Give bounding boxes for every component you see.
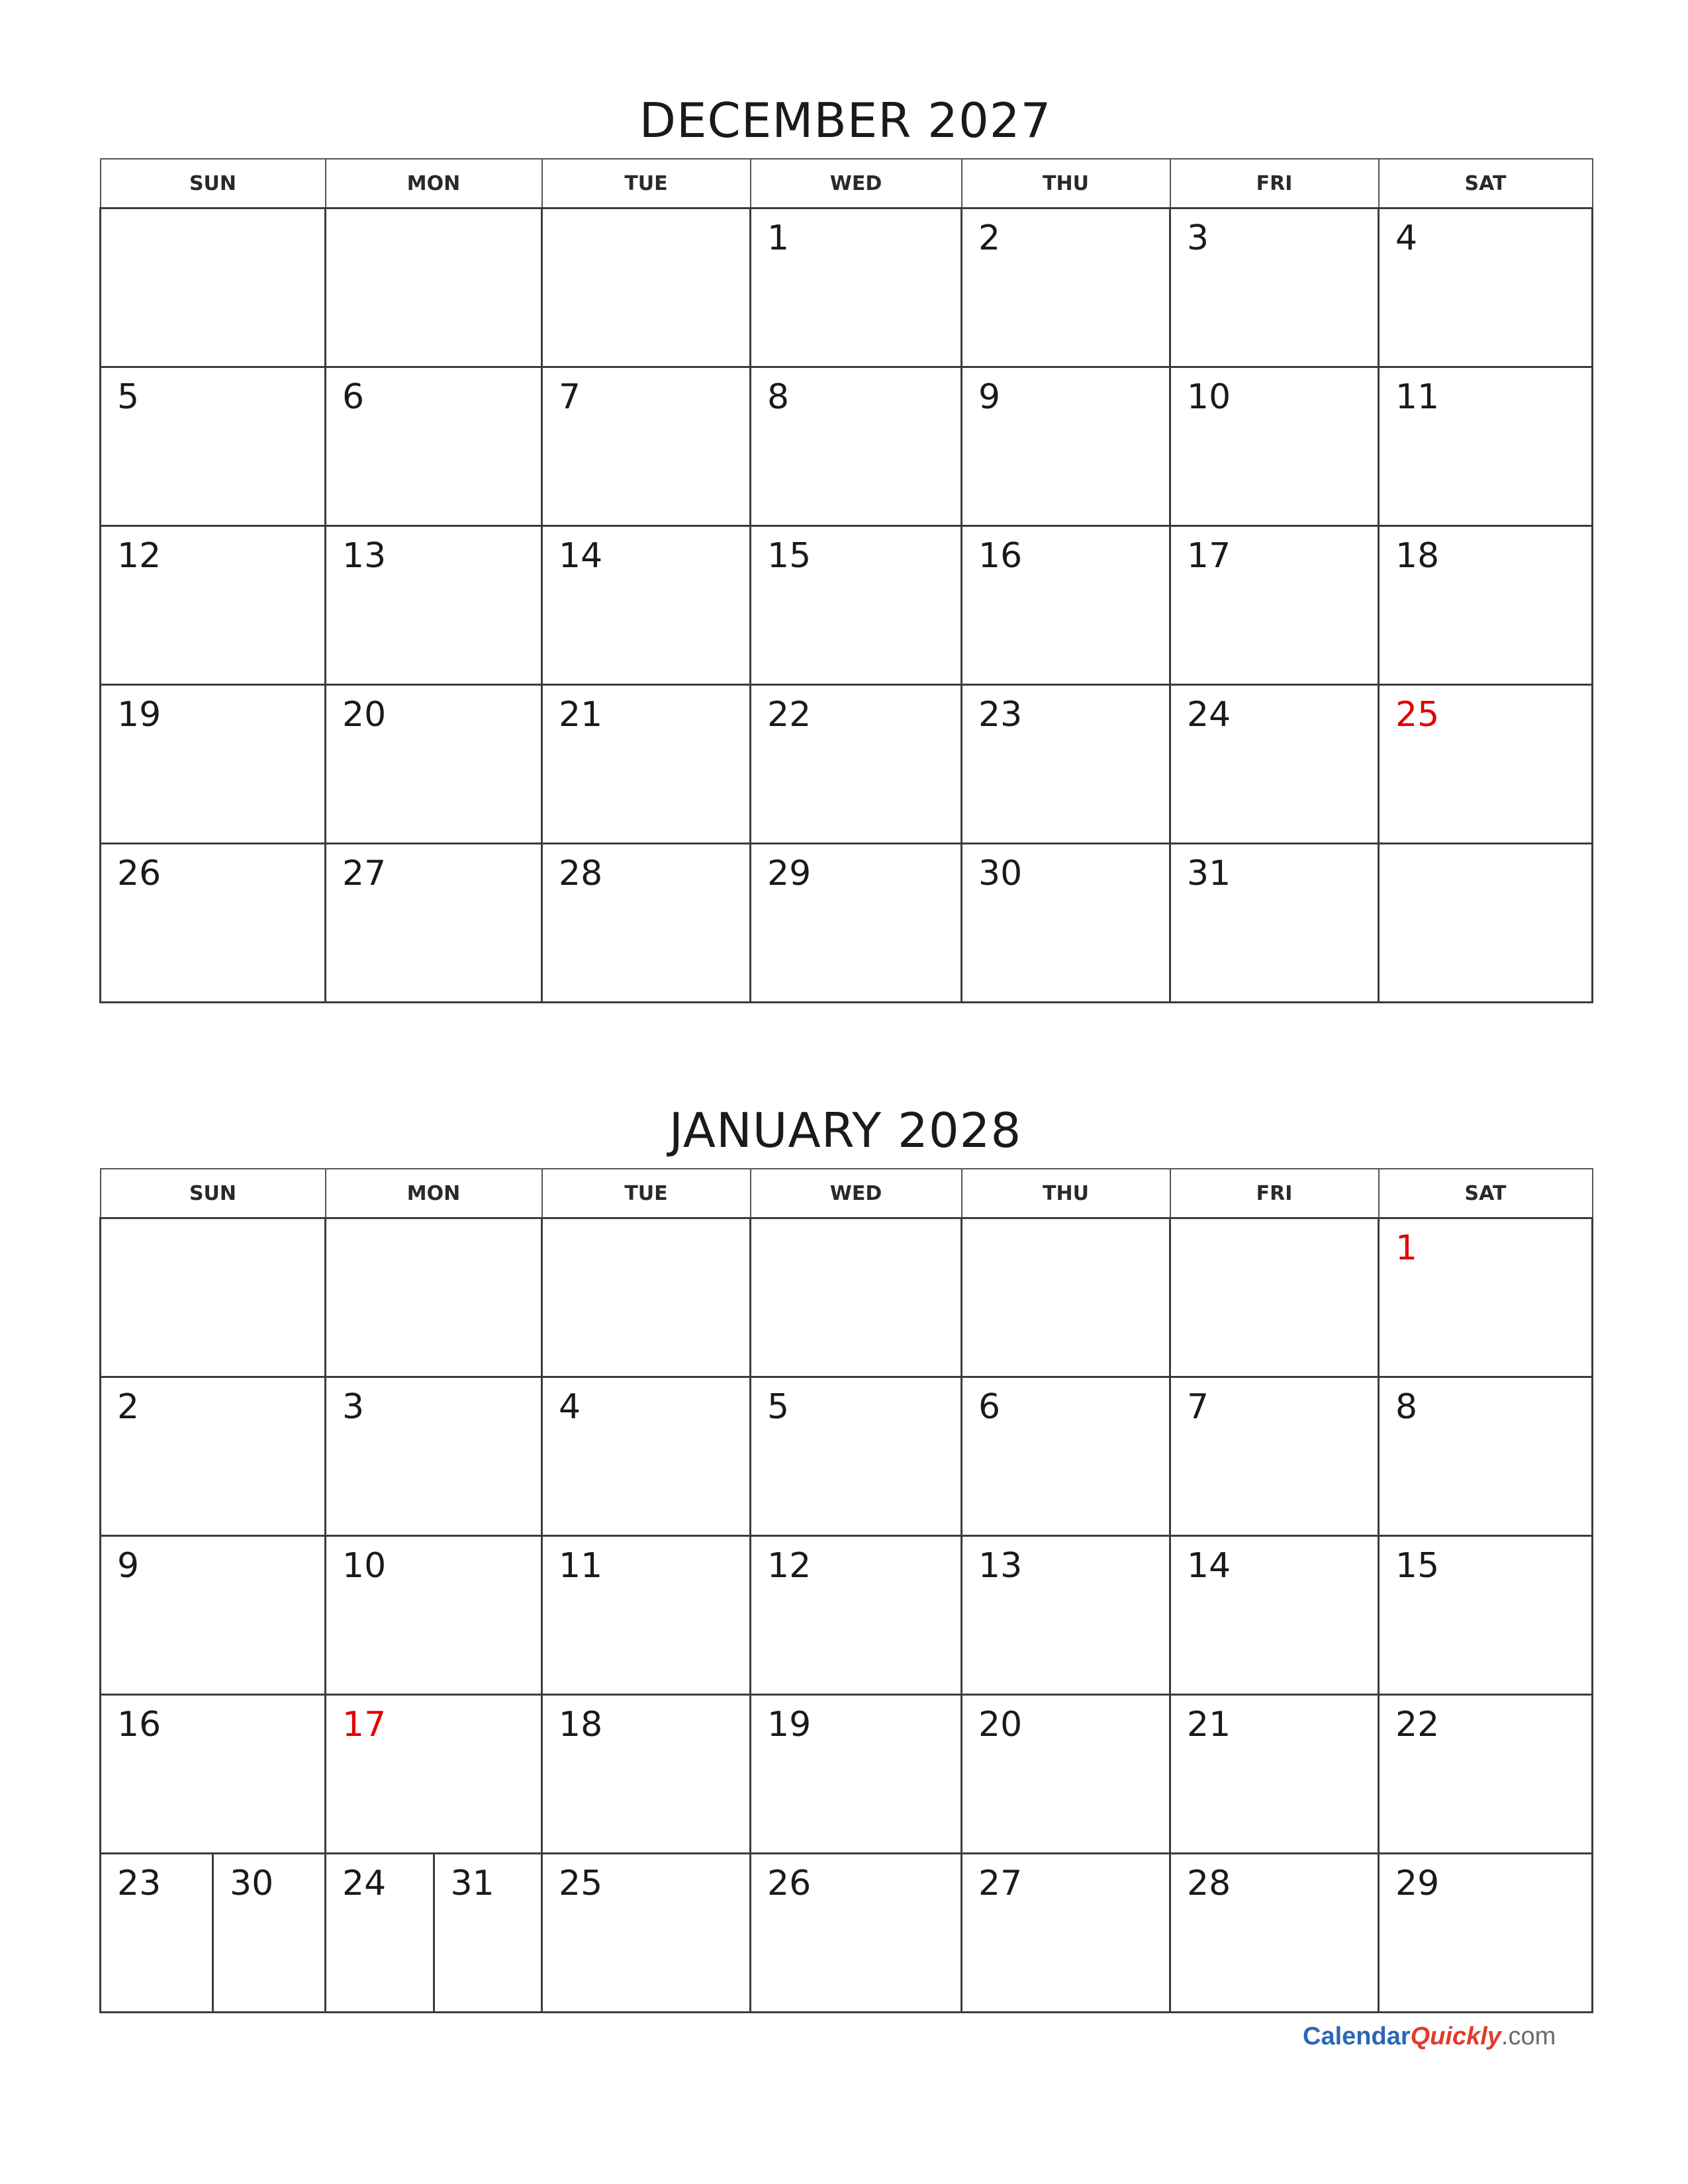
- date-number: 4: [559, 1387, 581, 1427]
- date-number: 23: [117, 1864, 162, 1903]
- date-number: 2: [978, 218, 1001, 258]
- day-cell: [101, 1854, 326, 2013]
- holiday-date-number: 1: [1395, 1228, 1418, 1268]
- day-cell: [751, 844, 962, 1003]
- day-cell: [542, 1536, 751, 1695]
- day-cell: [751, 1854, 962, 2013]
- day-cell: [1379, 367, 1593, 526]
- day-cell: [542, 526, 751, 685]
- day-cell: [1379, 844, 1593, 1003]
- day-cell: [751, 367, 962, 526]
- day-cell: [101, 367, 326, 526]
- calendar-grid-january: [99, 1168, 1593, 2013]
- date-number: 29: [767, 854, 812, 893]
- day-cell: [326, 1377, 542, 1536]
- day-cell: [326, 367, 542, 526]
- day-cell: [101, 685, 326, 844]
- day-cell: [326, 208, 542, 367]
- week-row: [101, 367, 1593, 526]
- date-number: 30: [978, 854, 1023, 893]
- day-cell: [1379, 1854, 1593, 2013]
- month-title-december: DECEMBER 2027: [639, 93, 1052, 148]
- day-cell: [326, 1218, 542, 1377]
- weekday-thu: THU: [962, 159, 1170, 208]
- date-number: 21: [559, 695, 603, 735]
- day-cell: [542, 367, 751, 526]
- date-number: 13: [342, 536, 387, 576]
- date-number: 26: [117, 854, 162, 893]
- weekday-sat: SAT: [1379, 1169, 1593, 1218]
- date-number: 26: [767, 1864, 812, 1903]
- date-number: 15: [767, 536, 812, 576]
- day-cell: [542, 1854, 751, 2013]
- date-number: 9: [978, 377, 1001, 417]
- calendar-grid-december: [99, 158, 1593, 1003]
- day-cell: [751, 208, 962, 367]
- split-day-cell: [326, 1854, 541, 2011]
- date-number: 7: [559, 377, 581, 417]
- date-number: 30: [230, 1864, 274, 1903]
- day-cell: [326, 1695, 542, 1854]
- date-number: 20: [978, 1705, 1023, 1745]
- day-cell: [751, 1218, 962, 1377]
- brand-part-domain: .com: [1501, 2023, 1556, 2050]
- weekday-thu: THU: [962, 1169, 1170, 1218]
- week-row: [101, 1218, 1593, 1377]
- day-cell: [1170, 1695, 1379, 1854]
- weekday-tue: TUE: [542, 1169, 751, 1218]
- day-cell: [101, 208, 326, 367]
- day-cell: [326, 1854, 542, 2013]
- date-number: 24: [342, 1864, 387, 1903]
- day-cell: [542, 1695, 751, 1854]
- date-number: 14: [1187, 1546, 1231, 1586]
- date-number: 8: [1395, 1387, 1418, 1427]
- day-cell: [1170, 1218, 1379, 1377]
- day-cell: [101, 1377, 326, 1536]
- day-cell: [1379, 1695, 1593, 1854]
- date-number: 16: [978, 536, 1023, 576]
- date-number: 10: [1187, 377, 1231, 417]
- day-cell: [751, 1536, 962, 1695]
- date-number: 27: [342, 854, 387, 893]
- date-number: 11: [1395, 377, 1440, 417]
- day-cell: [962, 685, 1170, 844]
- weekday-wed: WED: [751, 1169, 962, 1218]
- day-cell: [1379, 1218, 1593, 1377]
- day-cell: [1170, 367, 1379, 526]
- date-number: 13: [978, 1546, 1023, 1586]
- day-cell: [1379, 685, 1593, 844]
- weekday-fri: FRI: [1170, 1169, 1379, 1218]
- date-number: 18: [1395, 536, 1440, 576]
- date-number: 24: [1187, 695, 1231, 735]
- day-cell: [751, 1377, 962, 1536]
- date-number: 31: [450, 1864, 494, 1903]
- date-number: 25: [559, 1864, 603, 1903]
- day-cell: [542, 1218, 751, 1377]
- date-number: 5: [117, 377, 140, 417]
- brand-part-quickly: Quickly: [1410, 2023, 1501, 2050]
- day-cell: [1170, 1536, 1379, 1695]
- day-cell: [1379, 208, 1593, 367]
- day-cell: [962, 1854, 1170, 2013]
- day-cell: [1379, 526, 1593, 685]
- day-cell: [751, 526, 962, 685]
- day-cell: [101, 844, 326, 1003]
- day-cell: [962, 1377, 1170, 1536]
- day-cell: [751, 685, 962, 844]
- date-number: 1: [767, 218, 790, 258]
- day-cell: [962, 844, 1170, 1003]
- date-number: 12: [767, 1546, 812, 1586]
- date-number: 4: [1395, 218, 1418, 258]
- date-number: 6: [342, 377, 365, 417]
- day-cell: [962, 367, 1170, 526]
- date-number: 7: [1187, 1387, 1209, 1427]
- date-number: 14: [559, 536, 603, 576]
- day-cell: [542, 1377, 751, 1536]
- date-number: 20: [342, 695, 387, 735]
- day-cell: [751, 1695, 962, 1854]
- date-number: 19: [767, 1705, 812, 1745]
- date-number: 11: [559, 1546, 603, 1586]
- day-half: [212, 1854, 324, 2011]
- brand-logo: [1303, 2023, 1556, 2051]
- date-number: 2: [117, 1387, 140, 1427]
- day-cell: [101, 1536, 326, 1695]
- date-number: 3: [1187, 218, 1209, 258]
- date-number: 3: [342, 1387, 365, 1427]
- date-number: 28: [1187, 1864, 1231, 1903]
- day-cell: [101, 1695, 326, 1854]
- date-number: 5: [767, 1387, 790, 1427]
- day-cell: [1170, 685, 1379, 844]
- week-row: [101, 1377, 1593, 1536]
- date-number: 23: [978, 695, 1023, 735]
- weekday-header-row: [101, 159, 1593, 208]
- weekday-mon: MON: [326, 159, 542, 208]
- day-cell: [326, 844, 542, 1003]
- date-number: 31: [1187, 854, 1231, 893]
- day-cell: [1170, 844, 1379, 1003]
- week-row: [101, 1536, 1593, 1695]
- date-number: 22: [767, 695, 812, 735]
- weekday-header-row: [101, 1169, 1593, 1218]
- date-number: 22: [1395, 1705, 1440, 1745]
- day-cell: [542, 844, 751, 1003]
- brand-part-calendar: Calendar: [1303, 2023, 1411, 2050]
- date-number: 10: [342, 1546, 387, 1586]
- day-cell: [326, 685, 542, 844]
- day-cell: [962, 208, 1170, 367]
- day-cell: [962, 1536, 1170, 1695]
- date-number: 16: [117, 1705, 162, 1745]
- day-cell: [326, 1536, 542, 1695]
- weekday-tue: TUE: [542, 159, 751, 208]
- date-number: 9: [117, 1546, 140, 1586]
- day-cell: [962, 1695, 1170, 1854]
- day-cell: [1170, 1854, 1379, 2013]
- week-row: [101, 208, 1593, 367]
- weekday-sun: SUN: [101, 1169, 326, 1218]
- date-number: 21: [1187, 1705, 1231, 1745]
- weekday-sun: SUN: [101, 159, 326, 208]
- weekday-mon: MON: [326, 1169, 542, 1218]
- day-cell: [542, 208, 751, 367]
- week-row: [101, 1695, 1593, 1854]
- day-half: [433, 1854, 541, 2011]
- date-number: 6: [978, 1387, 1001, 1427]
- weekday-fri: FRI: [1170, 159, 1379, 208]
- date-number: 15: [1395, 1546, 1440, 1586]
- day-cell: [962, 526, 1170, 685]
- day-cell: [326, 526, 542, 685]
- holiday-date-number: 17: [342, 1705, 387, 1745]
- date-number: 29: [1395, 1864, 1440, 1903]
- week-row: [101, 844, 1593, 1003]
- day-cell: [1379, 1536, 1593, 1695]
- week-row: [101, 1854, 1593, 2013]
- day-cell: [1170, 1377, 1379, 1536]
- day-cell: [101, 526, 326, 685]
- date-number: 18: [559, 1705, 603, 1745]
- date-number: 17: [1187, 536, 1231, 576]
- day-cell: [542, 685, 751, 844]
- week-row: [101, 526, 1593, 685]
- date-number: 28: [559, 854, 603, 893]
- day-cell: [1379, 1377, 1593, 1536]
- day-cell: [1170, 208, 1379, 367]
- date-number: 8: [767, 377, 790, 417]
- day-cell: [1170, 526, 1379, 685]
- date-number: 27: [978, 1864, 1023, 1903]
- split-day-cell: [101, 1854, 324, 2011]
- day-cell: [962, 1218, 1170, 1377]
- date-number: 12: [117, 536, 162, 576]
- day-cell: [101, 1218, 326, 1377]
- holiday-date-number: 25: [1395, 695, 1440, 735]
- day-half: [101, 1854, 212, 2011]
- weekday-wed: WED: [751, 159, 962, 208]
- date-number: 19: [117, 695, 162, 735]
- week-row: [101, 685, 1593, 844]
- day-half: [326, 1854, 433, 2011]
- month-title-january: JANUARY 2028: [669, 1103, 1022, 1158]
- weekday-sat: SAT: [1379, 159, 1593, 208]
